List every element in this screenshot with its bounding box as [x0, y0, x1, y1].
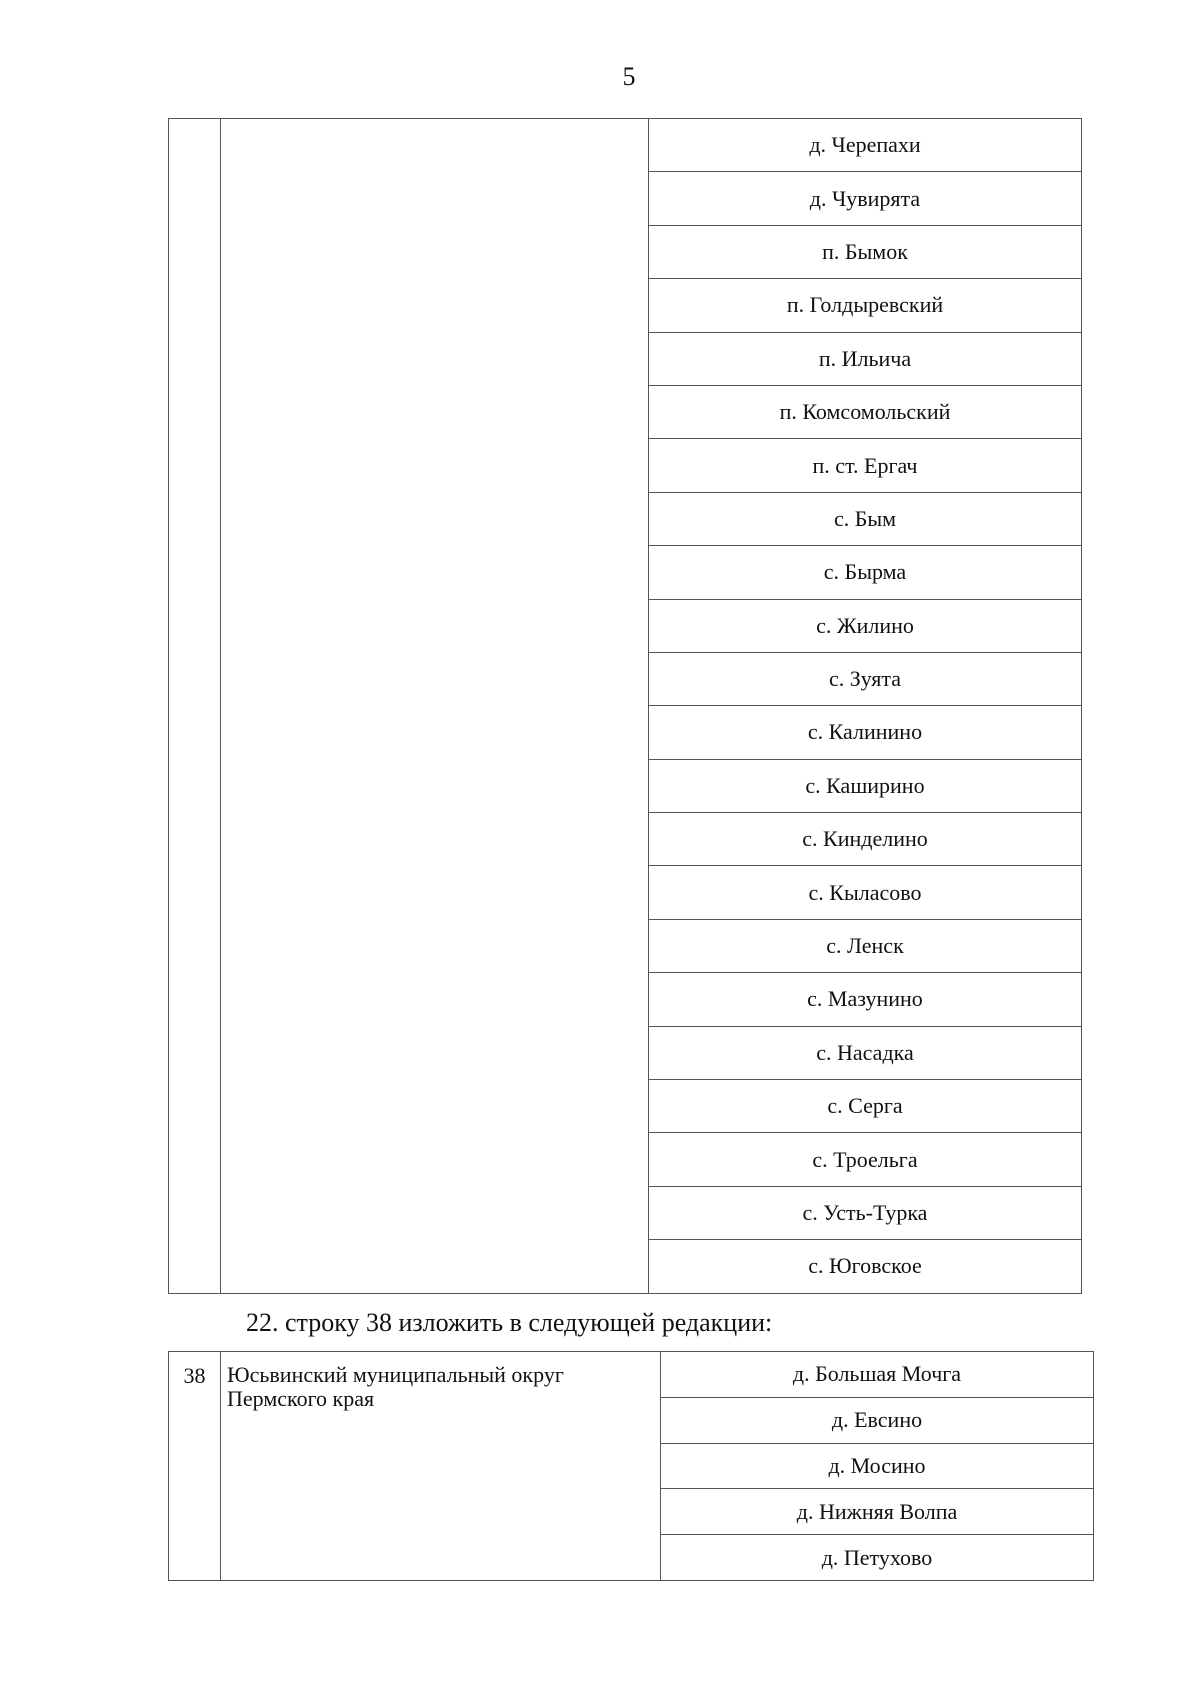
settlement-name: с. Троельга	[812, 1146, 918, 1172]
settlement-name: д. Мосино	[828, 1452, 926, 1478]
settlement-name: д. Евсино	[831, 1407, 923, 1433]
settlement-name: с. Юговское	[808, 1253, 922, 1279]
settlement-cell	[649, 759, 1082, 812]
settlement-name: с. Кыласово	[808, 879, 922, 905]
settlement-cell	[649, 652, 1082, 705]
settlement-name: с. Ленск	[826, 933, 904, 959]
settlement-cell	[661, 1352, 1094, 1398]
settlements-table-row-38	[168, 1351, 1094, 1581]
settlement-name: п. Голдыревский	[786, 292, 944, 318]
settlement-name: с. Кинделино	[802, 826, 928, 852]
settlement-name: с. Бырма	[823, 559, 907, 585]
settlement-name: с. Зуята	[828, 666, 901, 692]
settlement-name: с. Жилино	[816, 612, 914, 638]
settlement-name: п. Ильича	[818, 345, 912, 371]
settlement-name: д. Большая Мочга	[792, 1361, 962, 1387]
municipality-cell	[221, 1352, 661, 1581]
settlement-name: п. Комсомольский	[779, 399, 951, 425]
municipality-cell	[221, 119, 649, 1294]
settlement-cell	[661, 1535, 1094, 1581]
row-number-cell	[169, 1352, 221, 1581]
settlement-cell	[649, 439, 1082, 492]
settlement-name: д. Черепахи	[809, 132, 921, 158]
settlement-name: д. Петухово	[821, 1544, 933, 1570]
settlement-cell	[649, 332, 1082, 385]
settlement-name: с. Мазунино	[807, 986, 923, 1012]
settlement-cell	[649, 1133, 1082, 1186]
settlement-cell	[649, 385, 1082, 438]
settlement-cell	[649, 1240, 1082, 1293]
settlement-name: с. Усть-Турка	[802, 1200, 928, 1225]
settlement-name: с. Серга	[827, 1093, 903, 1119]
settlement-cell	[649, 599, 1082, 652]
settlement-cell	[649, 1186, 1082, 1239]
row-number-cell	[169, 119, 221, 1294]
table-row	[169, 119, 1082, 172]
settlement-name: д. Чувирята	[809, 185, 921, 211]
settlement-cell	[649, 225, 1082, 278]
settlement-name: с. Насадка	[816, 1039, 914, 1065]
municipality-name: Юсьвинский муниципальный округ Пермского края	[227, 1362, 564, 1412]
settlement-cell	[661, 1489, 1094, 1535]
settlement-name: д. Нижняя Волпа	[796, 1498, 958, 1524]
table-row	[169, 1352, 1094, 1398]
settlement-cell	[649, 813, 1082, 866]
settlement-name: с. Каширино	[805, 772, 925, 798]
settlement-cell	[649, 973, 1082, 1026]
settlement-cell	[649, 119, 1082, 172]
settlement-cell	[649, 919, 1082, 972]
settlement-name: с. Бым	[833, 505, 897, 531]
settlement-cell	[649, 546, 1082, 599]
settlement-cell	[649, 172, 1082, 225]
settlement-cell	[649, 1080, 1082, 1133]
settlement-name: п. Бымок	[822, 238, 908, 264]
settlement-name: с. Калинино	[807, 719, 923, 745]
settlement-cell	[661, 1397, 1094, 1443]
settlement-cell	[649, 492, 1082, 545]
settlement-cell	[649, 279, 1082, 332]
amendment-instruction: 22. строку 38 изложить в следующей редакции:	[246, 1308, 773, 1337]
page-number: 5	[622, 62, 636, 91]
settlement-cell	[649, 706, 1082, 759]
row-number: 38	[183, 1363, 206, 1388]
settlement-name: п. ст. Ергач	[812, 452, 918, 478]
settlement-cell	[649, 1026, 1082, 1079]
settlement-cell	[661, 1443, 1094, 1489]
settlement-cell	[649, 866, 1082, 919]
settlements-table-continued	[168, 118, 1082, 1294]
